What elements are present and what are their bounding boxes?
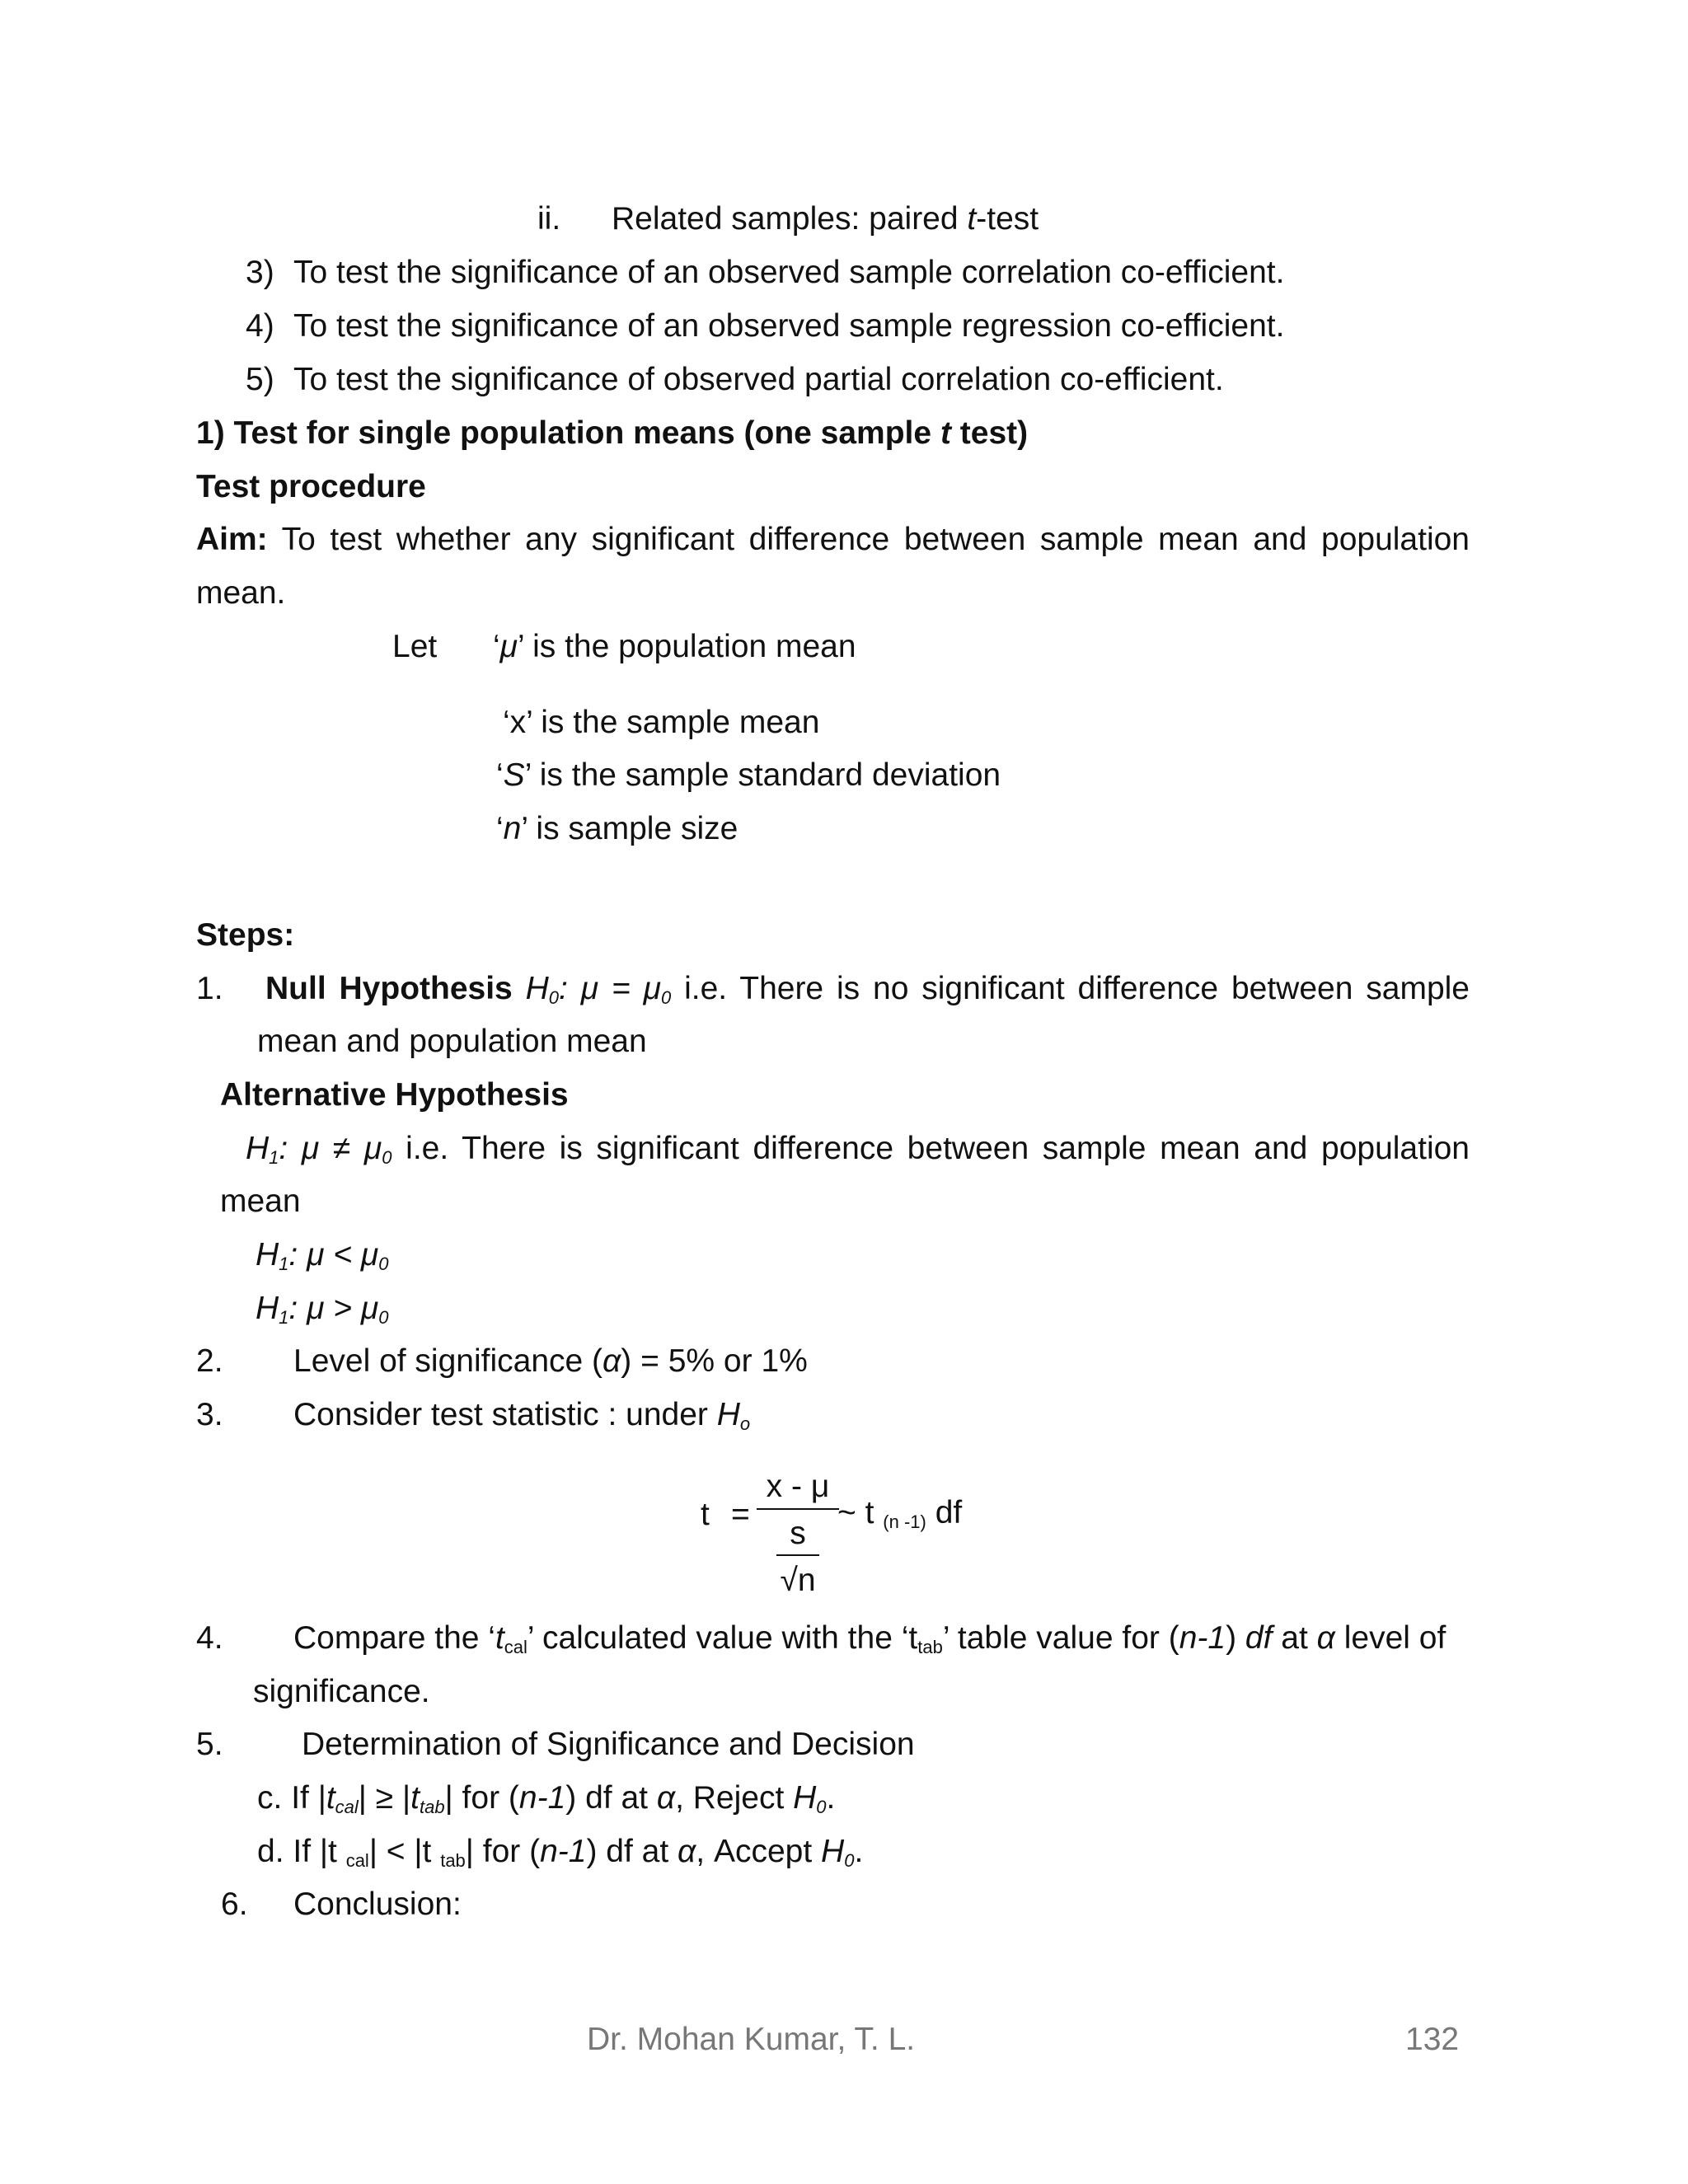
list-item-text: To test the significance of an observed sample correlation co-efficient. [293, 255, 1285, 290]
step3-text: Consider test statistic : under $H_o$ [293, 1397, 751, 1434]
step5-number: 5. [196, 1727, 223, 1762]
step1-line-1: Null Hypothesis $H_0$: $\mu = \mu_0$ i.e. There is no significant difference between sample [265, 971, 1470, 1008]
aim-line-1: Aim: To test whether any significant difference between sample mean and population [196, 522, 1470, 557]
alternative-heading: Alternative Hypothesis [220, 1077, 569, 1113]
step6-number: 6. [221, 1886, 248, 1922]
decision-accept: d. If |t $_{cal}$| < |t $_{tab}$| for (n-1) df at α, Accept $H_0$. [257, 1834, 864, 1871]
formula-inner-bar [776, 1554, 819, 1556]
h1-two-sided-cont: mean [220, 1183, 301, 1219]
formula-t: t [701, 1497, 710, 1532]
formula-inner-numerator: s [790, 1516, 806, 1551]
step5-title: Determination of Significance and Decision [302, 1727, 915, 1762]
step2-text: Level of significance (α) = 5% or 1% [293, 1343, 808, 1379]
paired-item-numeral: ii. [537, 201, 561, 237]
formula-equals: = [731, 1497, 750, 1532]
step1-line-2: mean and population mean [257, 1024, 647, 1059]
let-word: Let [392, 629, 438, 664]
list-item: 4) [246, 308, 274, 344]
def-sample-sd: ‘S’ is the sample standard deviation [496, 757, 1001, 793]
step4-line-2: significance. [253, 1674, 430, 1709]
list-item-text: To test the significance of an observed sample regression co-efficient. [293, 308, 1285, 344]
def-population-mean: ‘μ’ is the population mean [493, 629, 856, 664]
footer-author: Dr. Mohan Kumar, T. L. [587, 2022, 916, 2057]
decision-reject: c. If $|t_{cal}| \ge |t_{tab}|$ for (n-1) df at α, Reject $H_0$. [257, 1780, 836, 1817]
section-heading: 1) Test for single population means (one sample t test) [196, 415, 1029, 451]
step2-number: 2. [196, 1343, 223, 1379]
step6-text: Conclusion: [293, 1886, 462, 1922]
h1-less: $H_1$: $\mu < \mu_0$ [256, 1237, 389, 1274]
formula-fraction-bar [757, 1508, 839, 1510]
formula-inner-denominator: √n [780, 1563, 816, 1598]
list-item: 3) [246, 255, 274, 290]
step1-number: 1. [196, 971, 223, 1006]
def-sample-size: ‘n’ is sample size [496, 811, 738, 846]
h1-greater: $H_1$: $\mu > \mu_0$ [256, 1291, 389, 1328]
paired-item-text: Related samples: paired t-test [612, 201, 1039, 237]
formula-numerator: x - μ [766, 1469, 830, 1504]
formula-distribution: ~ t $_{(n -1)}$ df [837, 1495, 963, 1532]
list-item: 5) [246, 362, 274, 397]
steps-heading: Steps: [196, 917, 295, 953]
step4-line-1: Compare the ‘$t_{cal}$’ calculated value with the ‘$t_{tab}$’ table value for (n-1) df at α level of [293, 1620, 1447, 1657]
list-item-text: To test the significance of observed partial correlation co-efficient. [293, 362, 1224, 397]
def-sample-mean: ‘x’ is the sample mean [503, 705, 820, 740]
h1-two-sided: $H_1$: $\mu \ne \mu_0$ i.e. There is significant difference between sample mean and population [246, 1131, 1470, 1168]
test-procedure-heading: Test procedure [196, 469, 426, 504]
step4-number: 4. [196, 1620, 223, 1656]
page-number: 132 [1405, 2022, 1460, 2057]
aim-line-2: mean. [196, 575, 286, 611]
step3-number: 3. [196, 1397, 223, 1432]
